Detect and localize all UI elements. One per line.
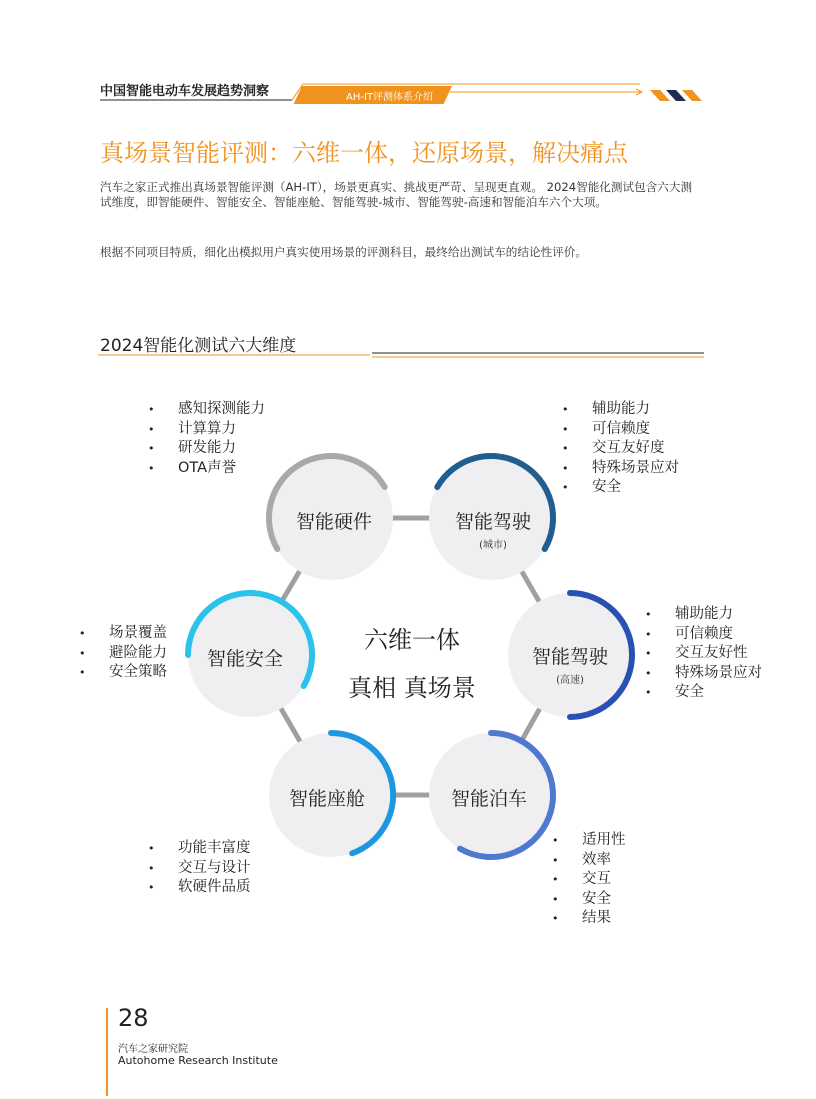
node-title: 智能安全 [206,648,283,670]
list-item: • 研发能力 [148,439,265,459]
list-item: • 计算算力 [148,420,265,440]
list-item: • 交互与设计 [148,859,251,879]
org-name-en: Autohome Research Institute [118,1054,278,1067]
list-item: • 安全 [645,683,762,703]
center-subtitle: 真相 真场景 [348,674,476,702]
page-headline: 真场景智能评测：六维一体，还原场景，解决痛点 [100,139,628,167]
list-item: • 效率 [552,851,626,871]
bullet-list-hardware [148,400,265,478]
list-item: • 安全 [552,890,626,910]
section-tag: AH-IT评测体系介绍 [346,92,434,103]
node-subtitle: (高速) [556,675,584,686]
list-item: • 交互友好度 [562,439,679,459]
list-item: • 安全策略 [79,663,167,683]
bullet-list-driving-city [562,400,679,498]
page-number: 28 [118,1004,149,1032]
center-title: 六维一体 [364,626,460,654]
list-item: • 辅助能力 [562,400,679,420]
node-title: 智能座舱 [288,788,365,810]
list-item: • 交互 [552,870,626,890]
node-label-cockpit [257,784,397,811]
list-item: • 避险能力 [79,644,167,664]
detail-paragraph: 根据不同项目特质，细化出模拟用户真实使用场景的评测科目，最终给出测试车的结论性评价。 [100,245,587,259]
node-title: 智能驾驶 [454,511,531,533]
node-label-driving-highway [500,642,640,686]
intro-paragraph: 汽车之家正式推出真场景智能评测（AH-IT），场景更真实、挑战更严苛、呈现更直观。 2024智能化测试包含六大测试维度，即智能硬件、智能安全、智能座舱、智能驾驶-城市、智能驾驶-高速和智能泊车六个大项。 [100,180,693,209]
node-label-hardware [264,507,404,534]
bullet-list-safety [79,624,167,683]
list-item: • 适用性 [552,831,626,851]
list-item: • 可信赖度 [645,625,762,645]
node-label-safety [175,644,315,671]
node-title: 智能硬件 [295,511,372,533]
list-item: • 辅助能力 [645,605,762,625]
bullet-list-cockpit [148,839,251,898]
diagram-title: 2024智能化测试六大维度 [100,336,297,356]
list-item: • 结果 [552,909,626,929]
node-title: 智能泊车 [450,788,527,810]
node-subtitle: (城市) [479,540,507,551]
bullet-list-parking [552,831,626,929]
list-item: • 交互友好性 [645,644,762,664]
footer-accent-bar [106,1008,108,1096]
list-item: • 特殊场景应对 [562,459,679,479]
node-title: 智能驾驶 [531,646,608,668]
list-item: • 软硬件品质 [148,878,251,898]
list-item: • 可信赖度 [562,420,679,440]
list-item: • 感知探测能力 [148,400,265,420]
list-item: • OTA声誉 [148,459,265,479]
list-item: • 安全 [562,478,679,498]
list-item: • 功能丰富度 [148,839,251,859]
report-title: 中国智能电动车发展趋势洞察 [100,84,270,99]
node-label-parking [419,784,559,811]
bullet-list-driving-highway [645,605,762,703]
org-name-cn: 汽车之家研究院 [118,1044,188,1055]
list-item: • 特殊场景应对 [645,664,762,684]
node-label-driving-city [423,507,563,551]
list-item: • 场景覆盖 [79,624,167,644]
